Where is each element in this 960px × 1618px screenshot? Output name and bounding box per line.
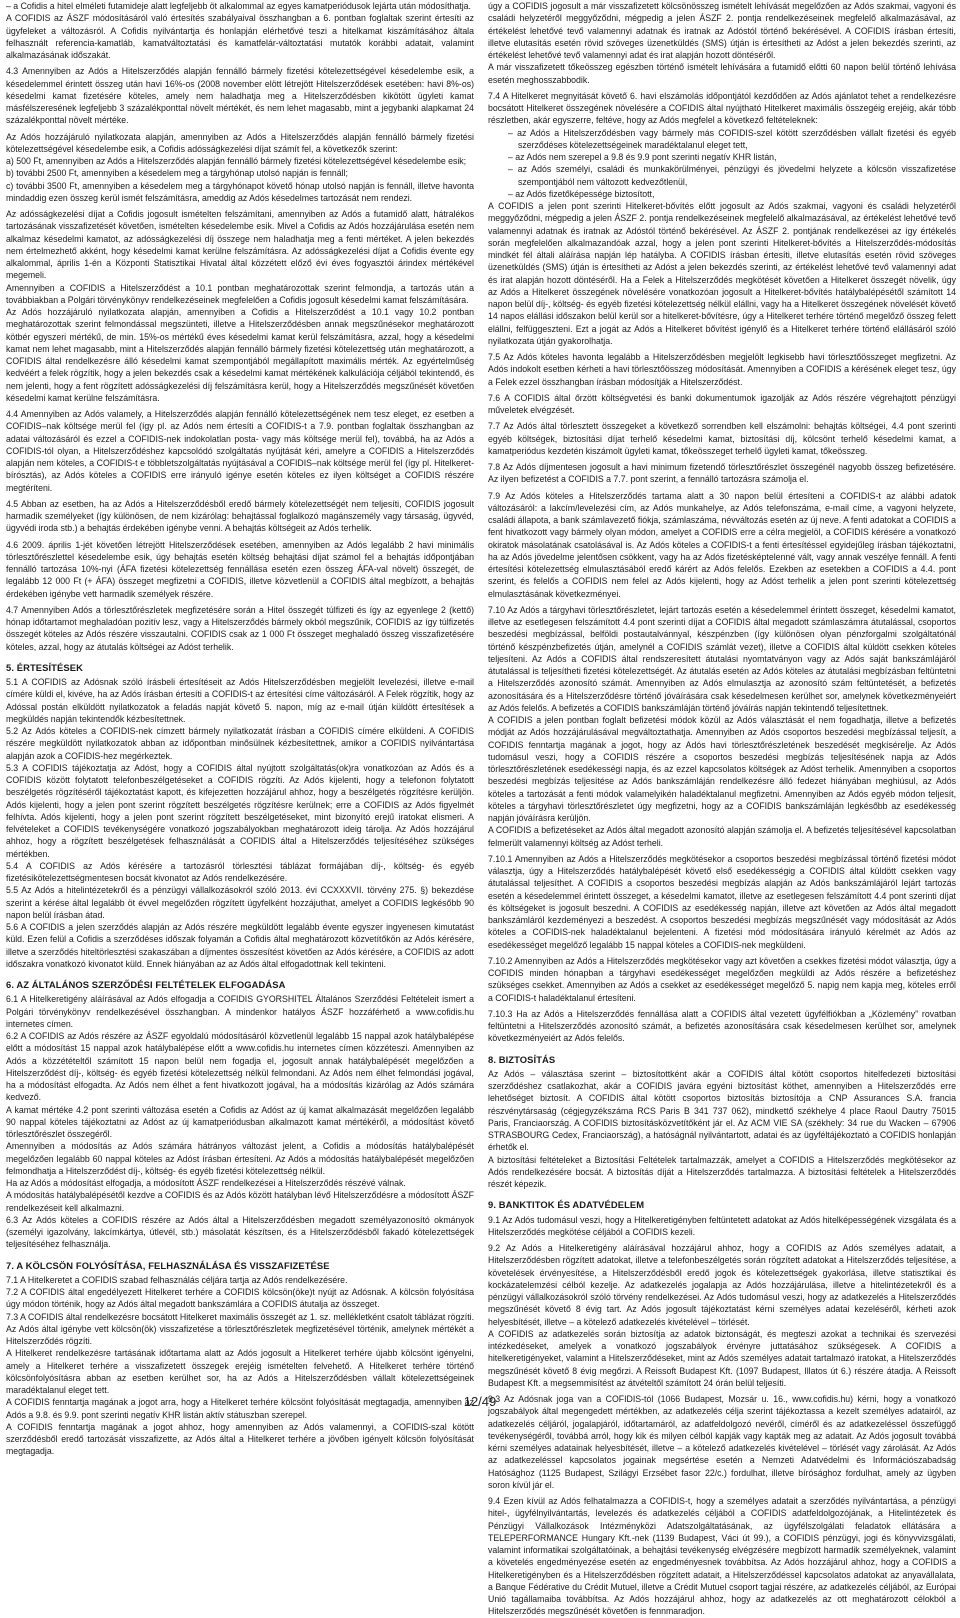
paragraph: 5.6 A COFIDIS a jelen szerződés alapján az Adós részére megküldött legalább évente egyszer ingyenesen kimutatást küld. Ezen felül a Cofidis a szerződéses időszak folyamán a Cofidis által meghatározott közvetítőkön az Adós kérésére, illetve a szerződés hiteltörlesztési szakaszában a díjmentes összesítést követően az Adós kérésére, a COFIDIS az adott időszakra vonatkozó kivonatot küld. Ennek hiányában az az Adós által elfogadottnak kell tekinteni. (6, 922, 474, 969)
paragraph: 7.1 A Hitelkeretet a COFIDIS szabad felhasználás céljára tartja az Adós rendelkezésére. (6, 1274, 348, 1285)
paragraph: A COFIDIS a jelen pont szerinti Hitelkeret-bővítés előtt jogosult az Adós szakmai, vagyoni és családi helyzetéről meggyőződni, mégpedig a jelen ÁSZF 2. pontja rendelkezéseinek megfelelő alkalmazásával, az értékelést lehetővé tevő valamennyi adatnak és iratnak az Adóstól történő bekérésével. Az ÁSZF 2. pontjának rendelkezései az így értékelés során megfelelően alkalmazandóak azzal, hogy a jelen pont szerinti Hitelkeret-bővítés a Hitelszerződés-módosítás mindkét fél általi aláírása napján lép hatályba. A COFIDIS írásban értesíti, illetve elutasítás esetén rövid szöveges üzenetküldés (SMS) útján is értesítheti az Adóst a jelen bekezdés szerinti, az értékelést lehetővé tevő valamennyi adat és irat alapján hozott döntéséről. Ha a Felek a Hitelszerződés megkötését követően a Hitelkeret összegét növelik, úgy az Adós a Hitelkeret összegének növelésére vonatkozóan jogosult a Hitelkeret-bővítés hatálybalépésétől számított 14 napon belül díj-, költség- és egyéb fizetési kötelezettség nélkül elállni, vagy ha a Hitelkeret összegének növelését követő 14 napos elállási időszakon belül kerül sor a hitelkeret-bővítésre, úgy a Hitelkeret terhére történő megelőző összeg felett elállni, felfüggeszteni. Ezt a jogát az Adós a Hitelkeret bővítést igénylő és a Hitelkeret terhére történő elállásáról szóló nyilatkozata útján gyakorolhatja. (488, 201, 956, 346)
paragraph: 7.8 Az Adós díjmentesen jogosult a havi minimum fizetendő törlesztőrészlet összegénél nagyobb összeg befizetésére. Az ilyen befizetést a COFIDIS a 7.7. pont szerint, a fennálló tartozásra számolja el. (488, 462, 956, 485)
paragraph: A COFIDIS az ÁSZF módosításáról való értesítés szabályaival összhangban a 6. pontban foglaltak szerint értesíti az ügyfeleket a változásról. A Cofidis nyilvántartja és honlapján elérhetővé teszi a hitelkamat kiszámításához általa felhasznált referencia-kamatláb, kamatváltoztatási és kamatfelár-változtatási mutatók korábbi adatait, valamint alkalmazásának időszakát. (6, 13, 474, 60)
paragraph: 4.3 Amennyiben az Adós a Hitelszerződés alapján fennálló bármely fizetési kötelezettségével késedelembe esik, a késedelemmel érintett összeg után havi 16%-os (2008 november elött létrejött Hitelszerződések esetében: havi 8%-os) késedelmi kamat fizetésére köteles, amely nem haladhatja meg a Hitelszerződésben kikötött ügyleti kamat másfélszeresének legfeljebb 3 százalékponttal növelt mértékét, és nem lehet magasabb, mint a jegybanki alapkamat 24 százalékponttal növelt mértéke. (6, 66, 474, 126)
paragraph: 7.10.3 Ha az Adós a Hitelszerződés fennállása alatt a COFIDIS által vezetett ügyfélfiókban a „Közlemény” rovatban feltüntetni a Hitelszerződés azonosító számát, a befizetés azonosítására csak késedelmesen kerülhet sor, amelynek következményeiért az Adós felelős. (488, 1008, 956, 1044)
paragraph: 7.10 Az Adós a tárgyhavi törlesztőrészletet, lejárt tartozás esetén a késedelemmel érintett összeget, késedelmi kamatot, illetve az esetlegesen felszámított 4.4 pont szerinti díjat a COFIDIS által megadott számlaszámra átutalással, csoportos beszedési megbízással, belföldi postautalvánnyal, készpénzben (így különösen olyan pénzforgalmi szolgáltatónál történő készpénzbefizetés útján, amelynél a COFIDIS számlát vezet), illetve a COFIDIS által küldött csekken köteles teljesíteni. Az Adós a COFIDIS által rendszeresített átutalási nyomtatványon vagy az Adós saját bankszámlájáról átutalással is teljesítheti fizetési kötelezettségét. Az átutalás esetén az Adós köteles az átutalási megbízásban feltüntetni a Hitelszerződés azonosító számát. Amennyiben az Adós elmulasztja az azonosító szám feltüntetését, a befizetés azonosítására és a Hitelszerződésre történő jóváírására csak késedelmesen kerülhet sor, amelynek következményeiért az Adós felelős. A befizetés a COFIDIS bankszámláján történő jóváírás napján tekintendő teljesítettnek. (488, 604, 956, 713)
paragraph: A módosítás hatálybalépésétől kezdve a COFIDIS és az Adós között hatályban lévő Hitelszerződésre a módosított ÁSZF rendelkezéseit kell alkalmazni. (6, 1190, 474, 1213)
section-heading-7: 7. A KÖLCSÖN FOLYÓSÍTÁSA, FELHASZNÁLÁSA ÉS VISSZAFIZETÉSE (6, 1259, 330, 1271)
paragraph: 4.5 Abban az esetben, ha az Adós a Hitelszerződésből eredő bármely kötelezettségét nem teljesíti, COFIDIS jogosult harmadik személyeket (így különösen, de nem kizárólag: behajtással foglalkozó magánszemély vagy társaság, ügyvéd, ügyvédi iroda stb.) a behajtás érdekében igénybe venni. A behajtás költségeit az Adós terhelik. (6, 498, 474, 534)
list-item: a) 500 Ft, amennyiben az Adós a Hitelszerződés alapján fennálló bármely fizetési kötelezettségével késedelembe esik; (6, 156, 467, 166)
paragraph: 5.1 A COFIDIS az Adósnak szóló írásbeli értesítéseit az Adós Hitelszerződésben megjelölt levelezési, illetve e-mail címére küldi el, kivéve, ha az Adós írásban értesíti a COFIDIS-t az értesítési címe változásáról. A Felek rögzítik, hogy az Adóssal postán elküldött nyilatkozatok a feladás napját követő 5. napon, míg az e-mail útján küldött értesítések a megküldés napján tekintendők kézbesítettnek. (6, 677, 474, 724)
paragraph: 6.2 A COFIDIS az Adós részére az ÁSZF egyoldalú módosításáról közvetlenül legalább 15 nappal azok hatálybalépése előtt a módosítást 15 nappal azok hatálybalépése előtt a www.cofidis.hu internetes címen közzéteszi. Amennyiben az Adós a közzétételtől számított 15 napon belül nem fogadja el, jogosult annak hatálybalépését megelőzően a Hitelszerződést díj-, költség- és egyéb fizetési kötelezettség nélkül felmondani. Az Adós nem élhet felmondási jogával, ha a módosítást elfogadta. Az Adós nem élhet a fent hivatkozott jogával, ha a módosítás kizárólag az Adós számára kedvező. (6, 1031, 474, 1103)
paragraph: 7.2 A COFIDIS által engedélyezett Hitelkeret terhére a COFIDIS kölcsön(öke)t nyújt az Adósnak. A kölcsön folyósítása úgy módon történik, hogy az Adós által megadott bankszámlára a COFIDIS átutalja az összeget. (6, 1287, 474, 1310)
paragraph: A COFIDIS fenntartja magának a jogot ahhoz, hogy amennyiben az Adós valamennyi, a COFIDIS-szal kötött szerződésből eredő tartozását visszafizette, az Adós által a Hitelkeret terhére a jövőben igényelt kölcsön folyósítását megtagadja. (6, 1421, 474, 1457)
paragraph: A biztosítási feltételeket a Biztosítási Feltételek tartalmazzák, amelyet a COFIDIS a Hitelszerződés megkötésekor az Adós rendelkezésére bocsát. A biztosítás díját a Hitelszerződés tartalmazza. A biztosítási feltételek a Hitelszerződés részét képezik. (488, 1154, 956, 1189)
paragraph: 7.9 Az Adós köteles a Hitelszerződés tartama alatt a 30 napon belül értesíteni a COFIDIS-t az alábbi adatok változásáról: a lakcím/levelezési cím, az Adós munkahelye, az Adós telefonszáma, e-mail címe, a vagyoni helyzete, családi állapota, a bank számlavezető fiókja, számlaszáma, névváltozás esetén az új neve. A fenti adatokat a COFIDIS a fent hivatkozott vagy bármely olyan módon, amelyet a COFIDIS erre a célra megjelöl, a COFIDIS kérésére a vonatkozó okiratok másolatának csatolásával is. Az Adós köteles a COFIDIS-t a fenti értesítéssel egyidejűleg írásban tájékoztatni, ha az Adós jövedelme jelentősen csökkent, vagy ha az Adós fizetésképtelenné vált, vagy annak veszélye fennáll. A fenti értesítési kötelezettség elmulasztásából eredő kárért az Adós felelős. Ezekben az esetekben a COFIDIS a 4.4. pont szerint, és felelős a COFIDIS nem felel az Adós kijelenti, hogy az Adóst terhelik a jelen pont szerinti kötelezettség elmulasztásának következményei. (488, 490, 956, 599)
paragraph: Amennyiben a módosítás az Adós számára hátrányos változást jelent, a Cofidis a módosítás hatálybalépését megelőzően legalább 60 nappal köteles az Adóst írásban értesíteni. Az Adós a módosítás hatálybalépését megelőzően felmondhatja a Hitelszerződést díj-, költség- és egyéb fizetési kötelezettség nélkül. (6, 1141, 474, 1176)
paragraph: A kamat mértéke 4.2 pont szerinti változása esetén a Cofidis az Adóst az új kamat alkalmazását megelőzően legalább 90 nappal köteles tájékoztatni az Adóst az új kamatperiódusban alkalmazott kamat mértékéről, a módosítást követő törlesztőrészlet összegéről. (6, 1104, 474, 1139)
section-heading-6: 6. AZ ÁLTALÁNOS SZERZŐDÉSI FELTÉTELEK ELFOGADÁSA (6, 979, 286, 990)
list-item: c) további 3500 Ft, amennyiben a késedelem meg a tárgyhónapot követő hónap utolsó napján is fennáll, illetve havonta mindaddig ezen összeg kerül ismét felszámításra, ameddig az Adós késedelmes tartozását nem rendezi. (6, 180, 474, 203)
paragraph: A COFIDIS a befizetéseket az Adós által megadott azonosító alapján számolja el. A befizetés teljesítésével kapcsolatban felmerült valamennyi költség az Adóst terheli. (488, 825, 956, 848)
paragraph: 4.7 Amennyiben Adós a törlesztőrészletek megfizetésére során a Hitel összegét túlfizeti és így az egyenlege 2 (kettő) hónap időtartamot meghaladóan pozitív lesz, vagy a Hitelszerződés bármely okból megszűnik, COFIDIS az így túlfizetés összegét köteles az Adós részére visszautalni. COFIDIS csak az 1 000 Ft összeget meghaladó összeg visszafizetésére köteles, azzal, hogy az átutalás költségei az Adóst terhelik. (6, 604, 474, 652)
list-item: – az Adós nem szerepel a 9.8 és 9.9 pont szerinti negatív KHR listán, (508, 152, 777, 162)
paragraph: – a Cofidis a hitel elméleti futamideje alatt legfeljebb öt alkalommal az egyes kamatperiódusok lejárta után módosíthatja. (6, 1, 471, 11)
paragraph: A COFIDIS a jelen pontban foglalt befizetési módok közül az Adós választását el nem fogadhatja, illetve a befizetés módját az Adós hozzájárulásával megváltoztathatja. Amennyiben az Adós csoportos beszedési megbízással teljesít, a COFIDIS fenntartja magának a jogot, hogy az Adós havi törlesztőrészletének beszedését megkísérelje. Az Adós tudomásul veszi, hogy a COFIDIS részére a csoportos beszedési megbízás teljesítésének napja az Adós törlesztőrészletének esedékességi napja, és az ezzel kapcsolatos költségek az Adóst terhelik. Amennyiben a csoportos beszedési megbízás teljesítése az Adós bankszámláján rendelkezésre álló fedezet hiányában meghiúsul, az Adós köteles a tartozását a fenti módok valamelyikén haladéktalanul megfizetni. Amennyiben az Adós egyéb módon teljesít, köteles a tárgyhavi törlesztőrészletet úgy megfizetni, hogy az a COFIDIS bankszámláján legkésőbb az esedékesség napján jóváírásra kerüljön. (488, 715, 956, 823)
paragraph: 9.1 Az Adós tudomásul veszi, hogy a Hitelkeretigényben feltüntetett adatokat az Adós hitelképességének vizsgálata és a Hitelszerződés megkötése céljából a COFIDIS kezeli. (488, 1214, 956, 1237)
list-item: b) további 2500 Ft, amennyiben a késedelem meg a tárgyhónap utolsó napján is fennáll; (6, 168, 348, 179)
section-heading-9: 9. BANKTITOK ÉS ADATVÉDELEM (488, 1199, 645, 1211)
paragraph: A COFIDIS fenntartja magának a jogot arra, hogy a Hitelkeret terhére kölcsönt folyósítását megtagadja, amennyiben az Adós a 9.8. és 9.9. pont szerinti negatív KHR listán aktív státuszban szerepel. (6, 1397, 474, 1420)
paragraph: 7.7 Az Adós által törlesztett összegeket a következő sorrendben kell elszámolni: behajtás költségei, 4.4 pont szerinti egyéb költségek, biztosítási díjat terhelő késedelmi kamat, biztosítási díj, kölcsönt terhelő késedelmi kamat, a kamatperiódus kezdetén kiszámolt ügyleti kamat, tőkeösszeget terhelő ügyleti kamat, tőkeösszeg. (488, 421, 956, 456)
paragraph: 7.10.1 Amennyiben az Adós a Hitelszerződés megkötésekor a csoportos beszedési megbízással történő fizetési módot választja, úgy a Hitelszerződés hatálybalépését követő első esedékességig a COFIDIS által küldött csekken vagy átutalással teljesíthet. A COFIDIS a csoportos beszedési megbízás alapján az Adós bankszámlájáról lejárt tartozás esetén a késedelemmel érintett összeget, a késedelmi kamatot, illetve az esetlegesen felszámított 4.4 pont szerinti díjat és költségeket is jogosult beszedni. A COFIDIS az esedékesség napján, illetve azt követően az Adós által megadott bankszámláról kezdeményezi a beszedést. A csoportos beszedési megbízás megszűnését vagy módosítását az Adós köteles a COFIDIS-nek haladéktalanul bejelenteni. A fizetési mód módosítására irányuló kérelmét az Adós az esedékességet megelőző legalább 15 nappal köteles a COFIDIS-nek megküldeni. (488, 853, 956, 950)
paragraph: 9.3 Az Adósnak joga van a COFIDIS-tól (1066 Budapest, Mozsár u. 16., www.cofidis.hu) kérni, hogy a vonatkozó jogszabályok által megengedett mértékben, az adatkezelés célja szerint tájékoztassa a kezelt személyes adatairól, az adatkezelés céljáról, jogalapjáról, időtartamáról, az adatfeldolgozó nevéről, címéről és az adatkezeléssel összefüggő tevékenységéről, továbbá arról, hogy kik és milyen célból kapják vagy kapták meg az adatait. Az Adós jogosult továbbá kérni személyes adatainak helyesbítését, illetve – a kötelező adatkezelés kivételével – törlését vagy zárolását. Az Adós az adatkezeléssel kapcsolatos jogainak megsértése esetén a Nemzeti Adatvédelmi és Információszabadság Hatósághoz (1125 Budapest, Szilágyi Erzsébet fasor 22/c.) fordulhat, illetve bírósághoz fordulhat, amely az ügyben soron kívül jár el. (488, 1394, 956, 1490)
paragraph: 6.1 A Hitelkeretigény aláírásával az Adós elfogadja a COFIDIS GYORSHITEL Általános Szerződési Feltételeit ismert a Polgári törvénykönyv rendelkezésével összhangban. A mindenkor hatályos ÁSZF hozzáférhető a www.cofidis.hu internetes címen. (6, 994, 474, 1029)
paragraph: A Hitelkeret rendelkezésre tartásának időtartama alatt az Adós jogosult a Hitelkeret terhére újabb kölcsönt igényelni, amely a Hitelkeret terhére a visszafizetett összegek erejéig ismételten felvehető. A Hitelkeret terhére történő kölcsönfolyósításra abban az esetben kerülhet sor, ha az Adós a Hitelszerződésben vállalt kötelezettségeinek maradéktalanul eleget tett. (6, 1348, 474, 1395)
paragraph: A COFIDIS az adatkezelés során biztosítja az adatok biztonságát, és megteszi azokat a technikai és szervezési intézkedéseket, amelyek a vonatkozó jogszabályok érvényre juttatásához szükségesek. A COFIDIS a hitelkeretigényeket, valamint a Hitelszerződéseket, mint az Adós személyes adatait tartalmazó iratokat, a Hitelszerződés megszűnését követő 8 évig megőrzi. A Reissoft Budapest Kft. (1097 Budapest, Illatos út 6.) részére átadja. A Reissoft Budapest Kft. a megsemmisítést az átvételtől számított 24 órán belül teljesíti. (488, 1328, 956, 1388)
paragraph: 6.3 Az Adós köteles a COFIDIS részére az Adós által a Hitelszerződésben megadott személyazonosító okmányok (személyi igazolvány, lakcímkártya, útlevél, stb.) másolatát készítsen, és a Hitelszerződésből fakadó kötelezettségek teljesítéséhez felhasználja. (6, 1214, 474, 1250)
paragraph: úgy a COFIDIS jogosult a már visszafizetett kölcsönösszeg ismételt lehívását megelőzően az Adós szakmai, vagyoni és családi helyzetéről meggyőződni, mégpedig a jelen ÁSZF 2. pontja rendelkezéseinek megfelelő alkalmazásával, az értékelést lehetővé tevő valamennyi adatnak és iratnak az Adóstól történő bekérésével. A COFIDIS írásban értesíti, illetve elutasítás esetén rövid szöveges üzenetküldés (SMS) útján is értesítheti az Adóst a jelen bekezdés szerinti, az értékelést lehetővé tevő valamennyi adat és irat alapján hozott döntéséről. (488, 1, 956, 60)
paragraph: Ha az Adós a módosítást elfogadja, a módosított ÁSZF rendelkezései a Hitelszerződés részévé válnak. (6, 1178, 406, 1188)
right-column (488, 0, 956, 1617)
paragraph: 5.2 Az Adós köteles a COFIDIS-nek címzett bármely nyilatkozatát írásban a COFIDIS címére elküldeni. A COFIDIS részére megküldött nyilatkozatok abban az időpontban minősülnek kézbesítettnek, amikor a COFIDIS nyilvántartása alapján azok a COFIDIS-hez megérkeztek. (6, 726, 474, 761)
paragraph: 9.2 Az Adós a Hitelkeretigény aláírásával hozzájárul ahhoz, hogy a COFIDIS az Adós személyes adatait, a Hitelszerződésben rögzített adatokat, illetve a telefonbeszélgetés során rögzített adatokat a Hitelszerződés teljesítése, a követelések érvényesítése, a Hitelszerződésből eredő jogok és kötelezettségek gyakorlása, illetve statisztikai és kockázatelemzési célból kezelje. Az adatkezelés jogalapja az Adós hozzájárulása, illetve a hitelintézetekről és a pénzügyi vállalkozásokról szóló törvény rendelkezései. Az Adós tudomásul veszi, hogy az adatkezelés a Hitelszerződés megszűnését követő 8 évig tart. Az Adós jogosult tájékoztatást kérni személyes adatai kezeléséről, kérheti azok helyesbítését, illetve – a kötelező adatkezelés kivételével – törlését. (488, 1243, 956, 1327)
paragraph: 9.4 Ezen kívül az Adós felhatalmazza a COFIDIS-t, hogy a személyes adatait a szerződés nyilvántartása, a pénzügyi hitel-, ügyfélnyilvántartás, levelezés és adatkezelés céljából a COFIDIS adatfeldolgozójának, a Hitelintézetek és Pénzügyi Vállalkozások Intézményközi Adatszolgáltatásának, az ügyfélszolgálati feladatok ellátására a TELEPERFORMANCE Hungary Kft.-nek (1139 Budapest, Váci út 99.), a COFIDIS pénzügyi, jogi és könyvvizsgálati, valamint informatikai szolgáltatóinak, a behajtási tevékenység elvégzésére megbízott harmadik személyeknek, valamint a követelés engedményezése esetén az engedményesnek továbbítsa. Az Adós hozzájárul ahhoz, hogy a COFIDIS a Hitelkeretigényben és a Hitelszerződésben rögzített adatait, a Hitelszerződéssel kapcsolatos adatokat az anyavállalata, a Banque Fédérative du Crédit Mutuel, illetve a Crédit Mutuel csoport tagjai részére, az adatkezelés céljából, az Európai Unió tagállamaiba továbbítsa. Az Adós hozzájárul ahhoz, hogy az adatkezelés az ott meghatározott célokból a Hitelszerződés megszűnését követően is fennmaradjon. (488, 1496, 956, 1617)
paragraph: 7.6 A COFIDIS által őrzött költségvetési és banki dokumentumok igazolják az Adós részére végrehajtott pénzügyi műveletek elvégzését. (488, 392, 956, 415)
paragraph: Az Adós hozzájáruló nyilatkozata alapján, amennyiben a Cofidis a Hitelszerződést a 10.1 vagy 10.2 pontban meghatározottak szerint felmondással megszünteti, illetve a Hitelszerződésben annak megszűnésekor meghatározott kötbér egyszeri mértékű, de min. 15%-os mértékű éves késedelmi kamat kerül felszámításra, azzal, hogy a késedelmi kamat nem lehet magasabb, mint a Hitelszerződés alapján fennálló bármely fizetési kötelezettség után meghatározott, a COFIDIS által rendelkezésre álló késedelmi kamat szempontjából megállapított maximális mérték. Az egyértelműség kedvéért a felek rögzítik, hogy a jelen bekezdés csak a késedelmi kamat mértékének kalkulációja céljából tekintendő, és nem jelenti, hogy a fent rögzített adósságkezelési díj felszámításra kerül, hogy a Hitelszerződés megszűnését követően késedelmi kamat kerülne felszámításra. (6, 307, 474, 403)
paragraph: Amennyiben a COFIDIS a Hitelszerződést a 10.1 pontban meghatározottak szerint felmondja, a tartozás után a továbbiakban a Polgári törvénykönyv rendelkezéseinek megfelelően a Cofidis jogosult késedelmi kamat felszámítására. (6, 282, 474, 305)
paragraph: 5.3 A COFIDIS tájékoztatja az Adóst, hogy a COFIDIS által nyújtott szolgáltatás(ok)ra vonatkozóan az Adós és a COFIDIS között folytatott telefonbeszélgetéseket a COFIDIS rögzíti. Az Adós kijelenti, hogy a telefonon folytatott beszélgetés rögzítéséről tájékoztatást kapott, és kifejezetten hozzájárul ahhoz, hogy a beszélgetés rögzítésre kerüljön. Adós kijelenti, hogy a jelen pont szerint rögzített beszélgetés rögzítésre kerülnek; erre a COFIDIS az Adós figyelmét felhívta. Adós kijelenti, hogy a jelen pont szerint rögzített beszélgetéseket, mint bizonyító erejű iratokat elismeri. A felvételeket a COFIDIS tevékenységére vonatkozó jogszabályokban meghatározott ideig tárolja. Az Adós hozzájárul ahhoz, hogy a rögzített beszélgetések felhasználását a COFIDIS által a Hitelszerződés teljesítéséhez szükséges mértékben. (6, 762, 474, 859)
paragraph: 7.3 A COFIDIS által rendelkezésre bocsátott Hitelkeret maximális összegét az 1. sz. mellékletként csatolt táblázat rögzíti. Az Adós által igénybe vett kölcsön(ök) visszafizetése a törlesztőrészletek megfizetésével történik, amelynek mértékét a Hitelszerződés rögzíti. (6, 1311, 474, 1346)
paragraph: A már visszafizetett tőkeösszeg egészben történő ismételt lehívására a futamidő előtti 60 napon belül történő lehívása esetén meghosszabbodik. (488, 62, 956, 85)
paragraph: Az adósságkezelési díjat a Cofidis jogosult ismételten felszámítani, amennyiben az Adós a futamidő alatt, hátralékos tartozásának visszafizetését követően, ismételten késedelembe esik. Mivel a Cofidis az Adós hozzájárulása esetén nem alkalmaz késedelmi kamatot, az adósságkezelési díj összege nem haladhatja meg a fenti mértéket. A jelen bekezdés nem értelmezhető akként, hogy késedelmi kamat kerülne felszámításra. Az adósságkezelési díjat a Cofidis évente egy alkalommal, április 1-én a Központi Statisztikai Hivatal által közzétett előző évi éves fogyasztói árindex mértékével megemeli. (6, 209, 474, 281)
paragraph: 5.4 A COFIDIS az Adós kérésére a tartozásról törlesztési táblázat formájában díj-, költség- és egyéb fizetésikötelezettségmentesen bocsát kivonatot az Adós rendelkezésére. (6, 860, 474, 883)
section-heading-8: 8. BIZTOSÍTÁS (488, 1053, 556, 1065)
list-item: – az Adós fizetőképessége biztosított, (508, 188, 655, 199)
list-item: – az Adós személyi, családi és munkakörülményei, pénzügyi és jövedelmi helyzete a kölcsön visszafizetése szempontjából nem változott kedvezőtlenül, (508, 164, 956, 187)
paragraph: Az Adós – választása szerint – biztosítottként akár a COFIDIS által kötött csoportos hitelfedezeti biztosítási szerződéshez csatlakozhat, akár a COFIDIS javára egyéni biztosítást köthet, amennyiben a Hitelszerződés erre lehetőséget biztosít. A COFIDIS által kötött csoportos biztosítás biztosítója a CNP Assurances S.A. francia részvénytársaság (cégjegyzékszáma RCS Paris B 341 737 062), mindkettő székhelye 4 place Raoul Dautry 75015 Paris, Franciaország. A COFIDIS biztosításközvetítőként jár el. Az ACM VIE SA (székhely: 34 rue du Wacken – 67906 STRASBOURG Cedex, Franciaország), a hatóságnál nyilvántartott, adatai és az ügyféltájékoztató a COFIDIS honlapján érhetők el. (488, 1068, 956, 1153)
paragraph: 4.4 Amennyiben az Adós valamely, a Hitelszerződés alapján fennálló kötelezettségének nem tesz eleget, ez esetben a COFIDIS–nak költsége merül fel (így pl. az Adós nem értesíti a COFIDIS-t a 7.9. pontban foglaltak összhangban az adatai változásáról és ezzel a COFIDIS-nek indokolatlan posta- vagy más költsége merül fel), továbbá, ha az Adós a COFIDIS-tól olyan, a Hitelszerződéshez kapcsolódó szolgáltatás nyújtását kéri, amelyre a COFIDIS a Hitelszerződés alapján nem köteles, a COFIDIS-t e többletszolgáltatás nyújtásával a COFIDIS–nak költsége merül fel (így pl. Hitelkeret-bírósztás), az Adós köteles a COFIDIS erre irányuló igénye esetén köteles ez ilyen költséget a COFIDIS részére megtéríteni. (6, 409, 474, 493)
paragraph: 7.4 A Hitelkeret megnyitását követő 6. havi elszámolás időpontjától kezdődően az Adós ajánlatot tehet a rendelkezésre bocsátott Hitelkeret összegének növelésére a COFIDIS által nyújtható Hitelkeret maximális összegéig erejéig, akár több részletben, akár egyszerre, feltéve, hogy az Adós megfelel a következő feltételeknek: (488, 90, 956, 126)
paragraph: 7.5 Az Adós köteles havonta legalább a Hitelszerződésben megjelölt legkisebb havi törlesztőösszeget megfizetni. Az Adós indokolt esetben kérheti a havi törlesztőösszeg módosítását. Amennyiben a COFIDIS a kérésének eleget tesz, úgy a Felek ezzel összhangban írásban módosítják a Hitelszerződést. (488, 352, 956, 387)
page-number: 12/49 (463, 1394, 497, 1409)
paragraph: 4.6 2009. április 1-jét követően létrejött Hitelszerződések esetében, amennyiben az Adós legalább 2 havi minimális törlesztőrészlettel késedelembe esik, úgy behajtás esetén költség behajtási díjat számol fel a behajtás időpontjában fennálló tartozása 10%-nyi (ÁFA fizetési kötelezettség fennállása esetén ezen összeg ÁFA-val növelt) összegét, de legalább 12 000 Ft (+ ÁFA) összeget megfizetni a COFIDIS, illetve közvetlenül a COFIDIS által megbízott, a behajtás érdekében igénybe vett harmadik személyek részére. (6, 539, 474, 599)
section-heading-5: 5. ÉRTESÍTÉSEK (6, 661, 83, 673)
paragraph: 7.10.2 Amennyiben az Adós a Hitelszerződés megkötésekor vagy azt követően a csekkes fizetési módot választja, úgy a COFIDIS minden hónapban a tárgyhavi esedékességet megelőzően megküldi az Adós részére a befizetéshez szükséges csekket. Amennyiben az Adós a csekket az esedékességet megelőző 5. napig nem kapja meg, köteles erről a COFIDIS-t haladéktalanul értesíteni. (488, 955, 956, 1003)
list-item: – az Adós a Hitelszerződésben vagy bármely más COFIDIS-szel kötött szerződésben vállalt fizetési és egyéb szerződéses kötelezettségeinek maradéktalanul eleget tett, (508, 127, 956, 150)
left-column (6, 0, 474, 1457)
paragraph: 5.5 Az Adós a hitelintézetekről és a pénzügyi vállalkozásokról szóló 2013. évi CCXXXVII. törvény 275. §) bekezdése szerint a kérése által legalább öt évvel megelőzően rögzített ügyfelként hozzájuthat, amelyet a COFIDIS legkésőbb 90 napon belül írásban átad. (6, 885, 474, 920)
paragraph: Az Adós hozzájáruló nyilatkozata alapján, amennyiben az Adós a Hitelszerződés alapján fennálló bármely fizetési kötelezettségével késedelembe esik, a Cofidis adósságkezelési díjat számít fel, a következők szerint: (6, 131, 474, 154)
